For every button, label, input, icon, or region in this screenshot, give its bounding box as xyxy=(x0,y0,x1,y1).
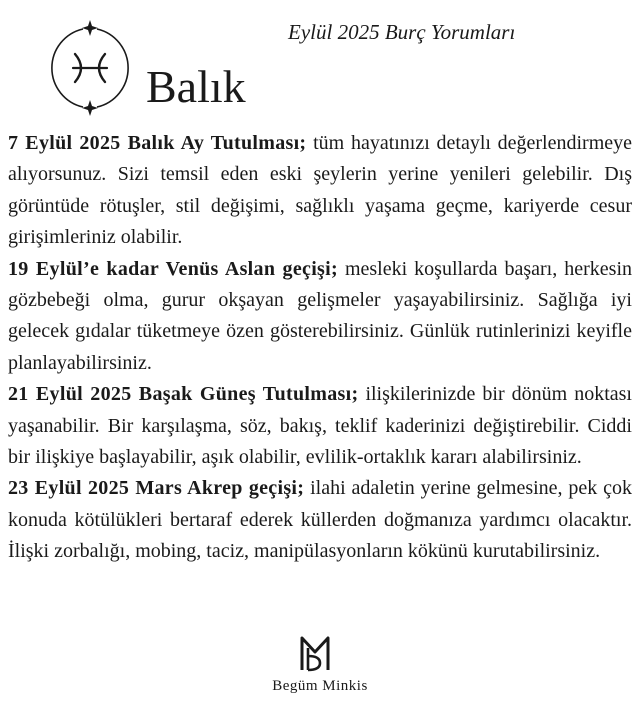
paragraph-heading: 7 Eylül 2025 Balık Ay Tutulması; xyxy=(8,132,307,154)
paragraph-venus-aslan xyxy=(8,254,632,380)
pisces-zodiac-icon xyxy=(40,18,140,118)
bm-monogram-logo xyxy=(298,634,332,674)
horoscope-body xyxy=(8,128,632,568)
paragraph-text: mesleki koşullarda başarı, herkesin gözbebeği olma, gurur okşayan gelişmeler yaşayabilirsiniz. Sağlığa iyi gelecek gıdalar tüketmeye özen gösterebilirsiniz. Günlük rutinlerinizi keyifle planlayabilirsiniz. xyxy=(8,257,632,374)
paragraph-heading: 19 Eylül’e kadar Venüs Aslan geçişi; xyxy=(8,257,338,280)
sign-name: Balık xyxy=(146,61,246,112)
page-footer xyxy=(0,634,640,721)
paragraph-text: ilişkilerinizde bir dönüm noktası yaşanabilir. Bir karşılaşma, söz, bakış, teklif kaderinizi değiştirebilir. Ciddi bir ilişkiye başlayabilir, aşık olabilir, evlilik-ortaklık kararı alabilirsiniz. xyxy=(8,383,632,469)
paragraph-gunes-tutulmasi xyxy=(8,379,632,473)
page-title: Eylül 2025 Burç Yorumları xyxy=(288,20,516,44)
paragraph-text: tüm hayatınızı detaylı değerlendirmeye alıyorsunuz. Sizi temsil eden eski şeylerin yerine yenileri gelebilir. Dış görüntüde rötuşler, stil değişimi, sağlıklı yaşama geçme, kariyerde cesur girişimleriniz olabilir. xyxy=(8,132,633,249)
paragraph-mars-akrep xyxy=(8,473,632,567)
paragraph-text: ilahi adaletin yerine gelmesine, pek çok konuda kötülükleri bertaraf ederek küllerden doğmanıza yardımcı olacaktır. İlişki zorbalığı, mobing, taciz, manipülasyonların kökünü kurutabilirsiniz. xyxy=(8,477,633,563)
page-header xyxy=(0,0,640,128)
author-name: Begüm Minkis xyxy=(272,678,368,694)
paragraph-ay-tutulmasi xyxy=(8,128,632,254)
paragraph-heading: 21 Eylül 2025 Başak Güneş Tutulması; xyxy=(8,383,359,406)
paragraph-heading: 23 Eylül 2025 Mars Akrep geçişi; xyxy=(8,477,305,500)
